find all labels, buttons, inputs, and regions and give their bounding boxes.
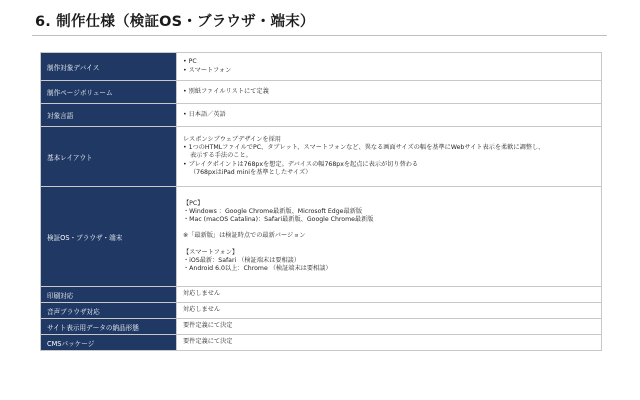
row-value [177, 81, 602, 104]
row-label: サイト表示用データの納品形態 [41, 319, 177, 335]
value-line: ・Mac (macOS Catalina)：Safari最新版、Google Chrome最新版 [183, 216, 374, 223]
table-row [41, 335, 602, 351]
value-line: 要件定義にて決定 [183, 322, 233, 330]
value-line: ・Android 6.0以上：Chrome （検証端末は要相談） [183, 265, 332, 273]
value-line: ・iOS最新：Safari （検証端末は要相談） [183, 256, 301, 264]
row-value [177, 53, 602, 81]
row-label: 基本レイアウト [41, 127, 177, 187]
table-row [41, 53, 602, 81]
table-row [41, 319, 602, 335]
table-row [41, 303, 602, 319]
value-line: • 1つのHTMLファイルでPC、タブレット、スマートフォンなど、異なる画面サイズの幅を基準にWebサイト表示を柔軟に調整し、 [183, 144, 545, 152]
row-label: 印刷対応 [41, 287, 177, 303]
row-value [177, 335, 602, 351]
page-title: 6. 制作仕様（検証OS・ブラウザ・端末） [35, 14, 315, 30]
table-row [41, 287, 602, 303]
table-row [41, 187, 602, 287]
value-line: （768pxはiPad miniを基準としたサイズ） [190, 168, 312, 176]
value-line: 表示する手法のこと。 [190, 152, 252, 160]
value-blank-line [183, 241, 601, 249]
spec-table [40, 52, 602, 351]
value-line: 要件定義にて決定 [183, 338, 233, 346]
row-label: 対象言語 [41, 104, 177, 127]
row-value [177, 104, 602, 127]
row-value [177, 187, 602, 287]
value-line: • PC [183, 58, 197, 66]
value-line: • 別紙ファイルリストにて定義 [183, 87, 269, 95]
value-line: 【PC】 [183, 199, 204, 207]
value-line: • スマートフォン [183, 66, 232, 74]
value-line: ※「最新版」は検証時点での最新バージョン [183, 232, 306, 240]
row-value [177, 319, 602, 335]
value-line: 対応しません [183, 290, 221, 298]
value-line: ・Windows ：Google Chrome最新版、Microsoft Edge最新版 [183, 207, 363, 215]
table-row [41, 104, 602, 127]
row-label: CMSパッケージ [41, 335, 177, 351]
value-line: レスポンシブウェブデザインを採用 [183, 135, 281, 143]
table-row [41, 127, 602, 187]
row-value [177, 287, 602, 303]
row-label: 検証OS・ブラウザ・端末 [41, 187, 177, 287]
table-row [41, 81, 602, 104]
row-value [177, 127, 602, 187]
value-line: 【スマートフォン】 [183, 248, 239, 256]
title-divider [32, 35, 607, 36]
row-label: 制作ページボリューム [41, 81, 177, 104]
value-line: • 日本語／英語 [183, 110, 226, 118]
row-label: 音声ブラウザ対応 [41, 303, 177, 319]
value-line: • ブレイクポイントは768pxを想定。デバイスの幅768pxを起点に表示が切り替わる [183, 160, 419, 168]
row-value [177, 303, 602, 319]
value-line: 対応しません [183, 306, 221, 314]
row-label: 制作対象デバイス [41, 53, 177, 81]
